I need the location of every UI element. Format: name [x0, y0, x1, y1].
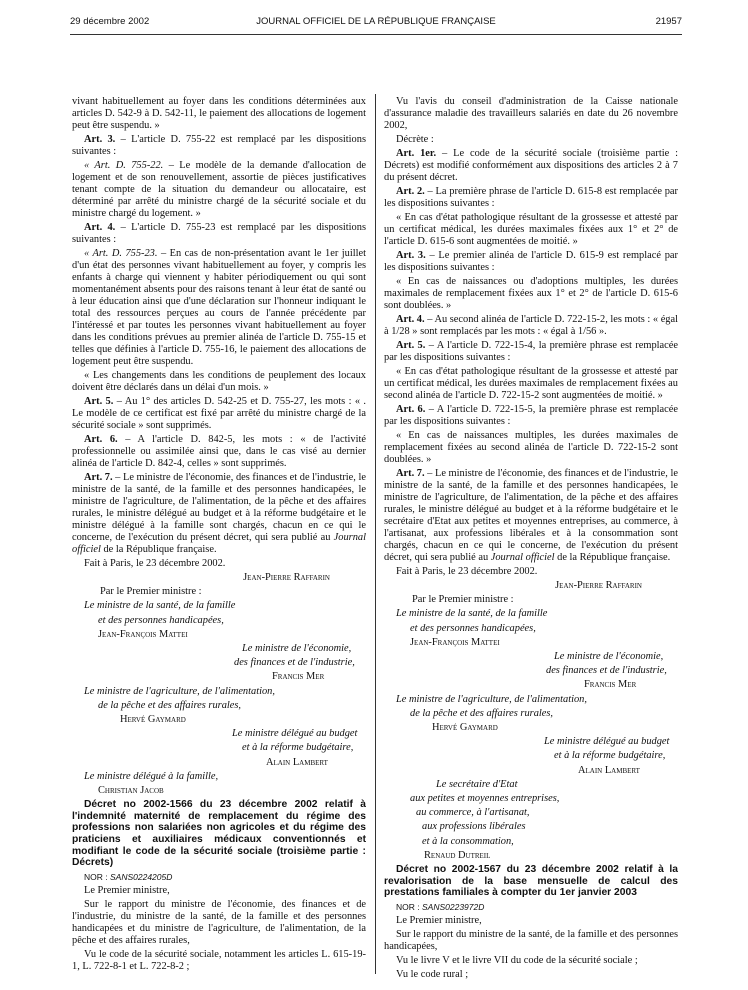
signatory-name: Francis Mer [272, 671, 325, 683]
article-3-quote: « Art. D. 755-22. – Le modèle de la demande d'allocation de logement et de son renouvellement, assortie de pièces justificatives tenant compte de la situation du demandeur ou allocataire, est déterminé par arrêté du ministre chargé de la sécurité sociale et du ministre chargé du logement. » [72, 160, 366, 219]
signatory-title: aux petites et moyennes entreprises, [410, 793, 560, 805]
signatory-title: et à la consommation, [422, 835, 514, 847]
signatory-title: au commerce, à l'artisanat, [416, 807, 530, 819]
nor-reference: NOR : SANS0224205D [84, 871, 173, 882]
article-6: Art. 6. – A l'article D. 842-5, les mots : « de l'activité professionnelle ou assimilée ainsi que, dans le cas visé au dernier alinéa de l'article D. 842-4, celles » sont supprimés. [72, 434, 366, 469]
header-title: JOURNAL OFFICIEL DE LA RÉPUBLIQUE FRANÇAISE [256, 16, 496, 27]
article-3-quote: « En cas de naissances ou d'adoptions multiples, les durées maximales de remplacement fixées aux 1° et 2° de l'article D. 615-6 sont doublées. » [384, 276, 678, 311]
signatory-name: Jean-François Mattei [410, 636, 500, 648]
article-number: Art. 5. [396, 340, 426, 351]
article-2: Art. 2. – La première phrase de l'article D. 615-8 est remplacée par les dispositions suivantes : [384, 186, 678, 209]
signatory-name: Hervé Gaymard [432, 722, 498, 734]
fait-a-paris: Fait à Paris, le 23 décembre 2002. [396, 566, 538, 577]
article-4-quote-2: « Les changements dans les conditions de peuplement des locaux doivent être déclarés dans un délai d'un mois. » [72, 370, 366, 393]
signatory-title: Le ministre de l'agriculture, de l'alimentation, [84, 685, 275, 697]
article-3: Art. 3. – Le premier alinéa de l'article D. 615-9 est remplacé par les dispositions suivantes : [384, 250, 678, 273]
header-rule [70, 34, 682, 35]
article-number: Art. 5. [84, 396, 114, 407]
article-5-quote: « En cas d'état pathologique résultant de la grossesse et attesté par un certificat médical, les durées maximales de remplacement fixées au second alinéa de l'article D. 722-15-2 sont augmentées de moitié. » [384, 366, 678, 401]
article-5: Art. 5. – Au 1° des articles D. 542-25 et D. 755-27, les mots : « . Le modèle de ce certificat est fixé par arrêté du ministre chargé de la sécurité sociale » sont supprimés. [72, 396, 366, 431]
decree-title: Décret no 2002-1567 du 23 décembre 2002 relatif à la revalorisation de la base mensuelle de calcul des prestations familiales à compter du 1er janvier 2003 [384, 864, 678, 899]
signatory-title: Le ministre de l'économie, [554, 651, 664, 663]
signatory-title: Le ministre de l'économie, [242, 643, 352, 655]
signatory-name: Francis Mer [584, 679, 637, 691]
paragraph: Vu le livre V et le livre VII du code de la sécurité sociale ; [396, 954, 638, 966]
article-number: Art. 2. [396, 186, 425, 197]
fait-a-paris: Fait à Paris, le 23 décembre 2002. [84, 558, 226, 569]
article-4-quote: « Art. D. 755-23. – En cas de non-présentation avant le 1er juillet d'un état des personnes vivant habituellement au foyer, y compris les enfants à charge qui viennent y habiter périodiquement ou qui sont momentanément absents pour des raisons tenant à leur état de santé ou à leur éducation ainsi que d'une déclaration sur l'honneur indiquant le total des ressources perçues au cours de l'année précédente par l'intéressé et par toutes les personnes vivant habituellement au foyer dans les conditions prévues au premier alinéa de l'article D. 755-15 et telles que définies à l'article D. 755-16, le paiement des allocations de logement peut être suspendu. [72, 248, 367, 367]
article-1: Art. 1er. – Le code de la sécurité sociale (troisième partie : Décrets) est modifié conformément aux dispositions des articles 2 à 7 du présent décret. [384, 148, 678, 183]
article-5: Art. 5. – A l'article D. 722-15-4, la première phrase est remplacée par les dispositions suivantes : [384, 340, 678, 363]
article-number: Art. 4. [396, 314, 425, 325]
signatory-title: des finances et de l'industrie, [546, 665, 667, 677]
signatory-title: Le secrétaire d'Etat [436, 778, 518, 790]
running-header [70, 16, 682, 30]
signatory-name: Jean-Pierre Raffarin [243, 572, 330, 583]
signatory-name: Christian Jacob [98, 785, 164, 797]
signatory-title: aux professions libérales [422, 821, 526, 833]
par-le-premier-ministre: Par le Premier ministre : [412, 594, 514, 606]
article-number: Art. 7. [396, 468, 425, 479]
signatory-title: et des personnes handicapées, [98, 614, 224, 626]
nor-reference: NOR : SANS0223972D [396, 901, 485, 912]
paragraph: Le Premier ministre, [84, 884, 170, 896]
paragraph: Vu le code rural ; [396, 968, 469, 980]
paragraph: Sur le rapport du ministre de la santé, de la famille et des personnes handicapées, [384, 928, 678, 952]
left-column [72, 96, 366, 975]
signatory-name: Alain Lambert [266, 756, 328, 768]
signatory-title: et des personnes handicapées, [410, 622, 536, 634]
article-number: Art. 6. [84, 434, 118, 445]
article-number: Art. 3. [396, 250, 426, 261]
signatory-title: et à la réforme budgétaire, [242, 742, 354, 754]
signatory-title: Le ministre délégué à la famille, [84, 770, 219, 782]
signatory-title: de la pêche et des affaires rurales, [410, 707, 554, 719]
decrete: Décrète : [396, 134, 434, 145]
paragraph: Sur le rapport du ministre de l'économie, des finances et de l'industrie, du ministre de la santé, de la famille et des personnes handicapées et du ministre de l'agriculture, de l'alimentation, de la pêche et des affaires rurales, [72, 898, 366, 946]
article-6-quote: « En cas de naissances multiples, les durées maximales de remplacement fixées au second alinéa de l'article D. 722-15-2 sont doublées. » [384, 430, 678, 465]
paragraph: vivant habituellement au foyer dans les conditions déterminées aux articles D. 542-9 à D. 542-11, le paiement des allocations de logement peut être suspendu. » [72, 96, 366, 131]
article-4: Art. 4. – Au second alinéa de l'article D. 722-15-2, les mots : « égal à 1/28 » sont remplacés par les mots : « égal à 1/56 ». [384, 314, 678, 337]
article-number: Art. 3. [84, 134, 116, 145]
article-number: Art. 7. [84, 472, 113, 483]
signatory-name: Renaud Dutreil [424, 849, 491, 861]
signatory-title: des finances et de l'industrie, [234, 657, 355, 669]
signatory-title: de la pêche et des affaires rurales, [98, 699, 242, 711]
article-7: Art. 7. – Le ministre de l'économie, des finances et de l'industrie, le ministre de la santé, de la famille et des personnes handicapées, le ministre de l'agriculture, de l'alimentation, de la pêche et des affaires rurales, le ministre délégué au budget et à la réforme budgétaire et le secrétaire d'Etat aux petites et moyennes entreprises, au commerce, à l'artisanat, aux professions libérales et à la consommation sont chargés, chacun en ce qui le concerne, de l'exécution du présent décret, qui sera publié au Journal officiel de la République française. [384, 468, 678, 563]
article-2-quote: « En cas d'état pathologique résultant de la grossesse et attesté par un certificat médical, les durées maximales fixées aux 1° et 2° de l'article D. 615-6 sont augmentées de moitié. » [384, 212, 678, 247]
header-date: 29 décembre 2002 [70, 16, 150, 27]
signatory-name: Jean-Pierre Raffarin [555, 580, 642, 591]
article-4: Art. 4. – L'article D. 755-23 est remplacé par les dispositions suivantes : [72, 222, 366, 245]
paragraph: Vu l'avis du conseil d'administration de la Caisse nationale d'assurance maladie des travailleurs salariés en date du 26 novembre 2002, [384, 96, 678, 131]
signatory-name: Alain Lambert [578, 764, 640, 776]
signatory-title: Le ministre de la santé, de la famille [84, 600, 236, 612]
par-le-premier-ministre: Par le Premier ministre : [100, 586, 202, 598]
paragraph: Vu le code de la sécurité sociale, notamment les articles L. 615-19-1, L. 722-8-1 et L. 722-8-2 ; [72, 948, 366, 972]
article-6: Art. 6. – A l'article D. 722-15-5, la première phrase est remplacée par les dispositions suivantes : [384, 404, 678, 427]
signatory-name: Jean-François Mattei [98, 628, 188, 640]
signatory-title: et à la réforme budgétaire, [554, 750, 666, 762]
article-7: Art. 7. – Le ministre de l'économie, des finances et de l'industrie, le ministre de la santé, de la famille et des personnes handicapées, le ministre de l'agriculture, de l'alimentation, de la pêche et des affaires rurales, le ministre délégué au budget et à la réforme budgétaire et le ministre délégué à la famille sont chargés, chacun en ce qui le concerne, de l'exécution du présent décret, qui sera publié au Journal officiel de la République française. [72, 472, 366, 555]
signatory-name: Hervé Gaymard [120, 714, 186, 726]
right-column [384, 96, 678, 983]
signatory-title: Le ministre de la santé, de la famille [396, 608, 548, 620]
signatory-title: Le ministre délégué au budget [544, 736, 670, 748]
article-3: Art. 3. – L'article D. 755-22 est remplacé par les dispositions suivantes : [72, 134, 366, 157]
decree-title: Décret no 2002-1566 du 23 décembre 2002 relatif à l'indemnité maternité de remplacement du régime des professions non salariées non agricoles et du régime des praticiens et auxiliaires médicaux conventionnés et modifiant le code de la sécurité sociale (troisième partie : Décrets) [72, 799, 366, 869]
article-number: Art. 6. [396, 404, 426, 415]
signatory-title: Le ministre de l'agriculture, de l'alimentation, [396, 693, 587, 705]
article-number: Art. 1er. [396, 148, 437, 159]
signatory-title: Le ministre délégué au budget [232, 728, 358, 740]
column-divider [375, 94, 376, 974]
article-number: Art. 4. [84, 222, 116, 233]
header-page-number: 21957 [655, 16, 682, 27]
paragraph: Le Premier ministre, [396, 914, 482, 926]
